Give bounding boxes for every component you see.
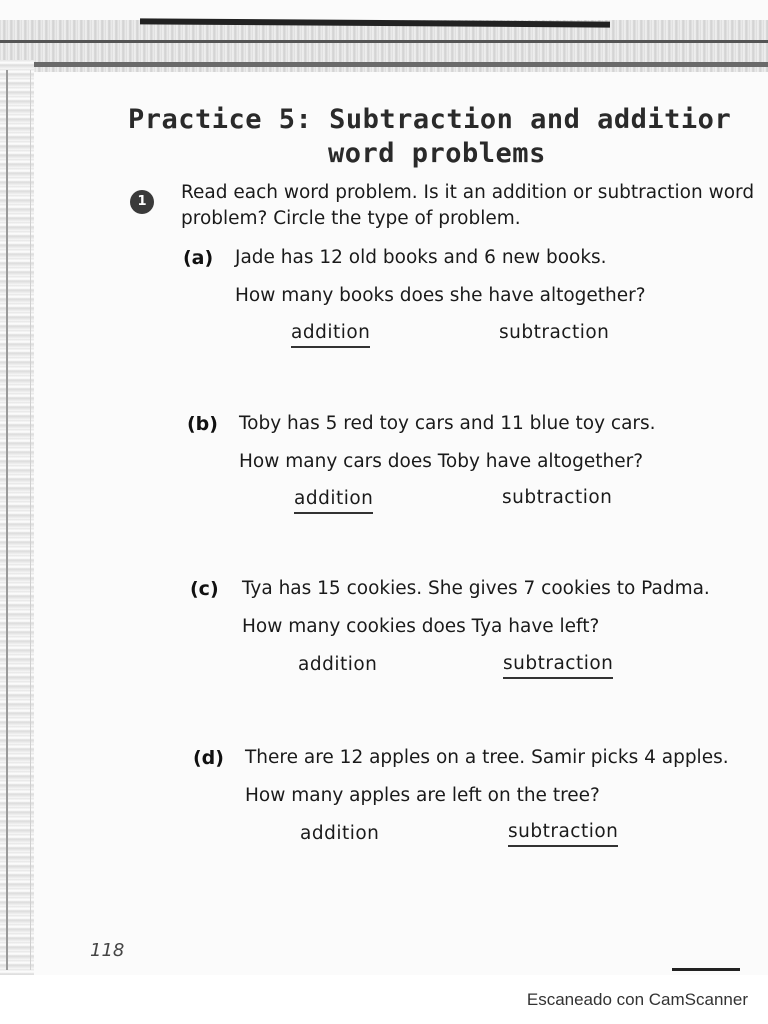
scan-top-edge-line [0,62,768,67]
problem-statement: Jade has 12 old books and 6 new books. [235,247,607,268]
choice-subtraction[interactable]: subtraction [508,821,618,847]
choice-addition[interactable]: addition [294,488,373,514]
choice-subtraction[interactable]: subtraction [502,487,613,508]
choice-addition[interactable]: addition [291,322,370,348]
choice-subtraction[interactable]: subtraction [503,653,613,679]
corner-mark [672,968,740,971]
problem-label: (d) [193,747,224,769]
problem-question: How many books does she have altogether? [235,285,646,306]
problem-statement: Toby has 5 red toy cars and 11 blue toy cars. [239,413,656,434]
problem-question: How many cars does Toby have altogether? [239,451,644,472]
problem-label: (a) [183,247,214,269]
problem-statement: There are 12 apples on a tree. Samir picks 4 apples. [245,747,729,768]
scan-left-edge-line [6,70,8,970]
choice-addition[interactable]: addition [300,823,380,844]
instructions-text: Read each word problem. Is it an addition or subtraction word problem? Circle the type of problem. [181,182,755,229]
problem-question: How many cookies does Tya have left? [242,616,600,637]
page-number: 118 [90,940,125,961]
worksheet-title [128,103,768,171]
title-line-2: word problems [328,138,546,169]
scan-top-edge-line [0,40,768,43]
title-line-1: Practice 5: Subtraction and additior [128,104,732,135]
problem-label: (b) [187,413,218,435]
problem-label: (c) [190,578,219,600]
choice-subtraction[interactable]: subtraction [499,322,610,343]
question-number-badge: 1 [130,190,154,214]
scan-left-edge-line [30,70,31,970]
camscanner-watermark: Escaneado con CamScanner [526,990,748,1009]
problem-statement: Tya has 15 cookies. She gives 7 cookies to Padma. [242,578,710,599]
choice-addition[interactable]: addition [298,654,378,675]
problem-question: How many apples are left on the tree? [245,785,600,806]
